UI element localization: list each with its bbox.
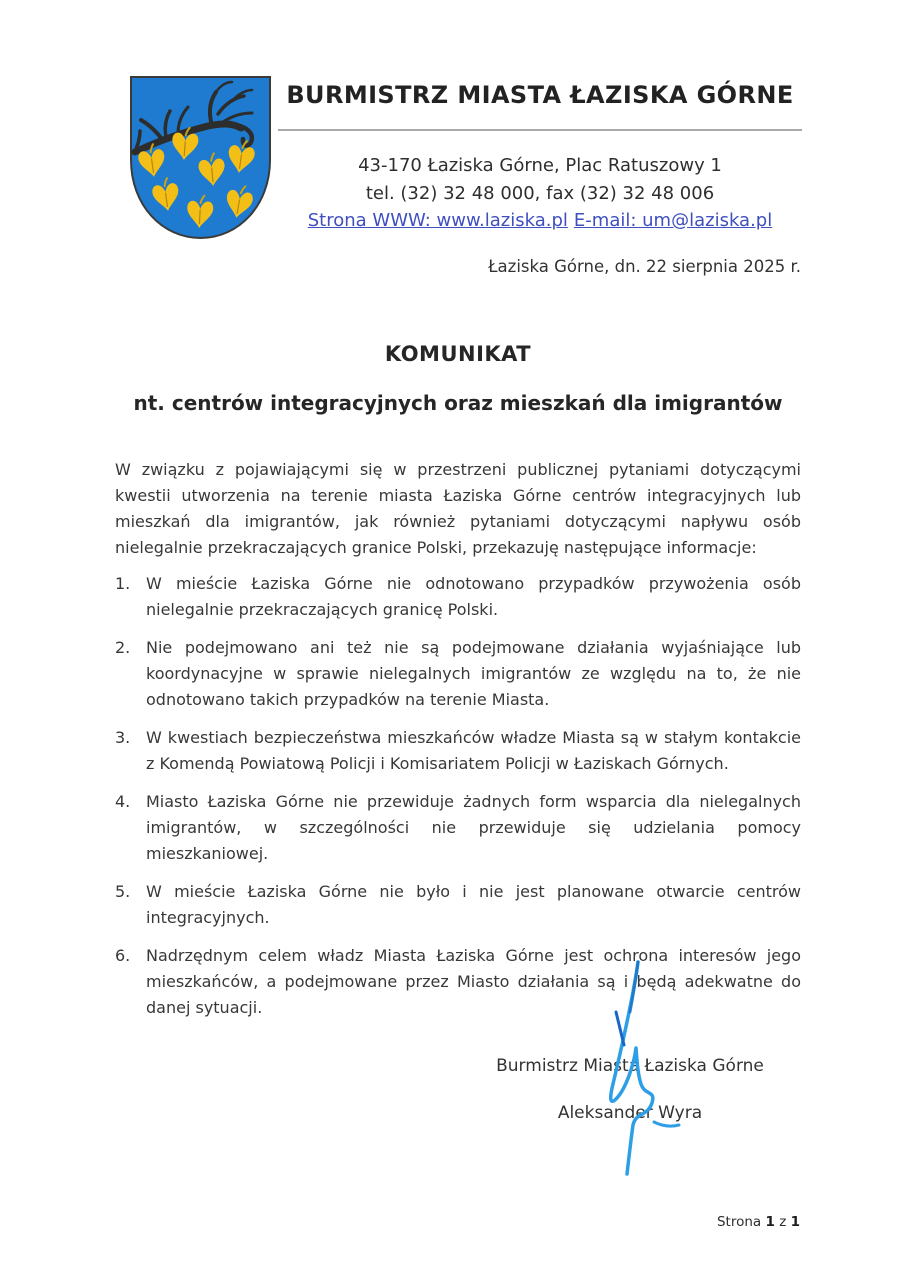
website-link[interactable]: Strona WWW: www.laziska.pl (307, 210, 568, 231)
footer-label: Strona (716, 1214, 762, 1230)
item-number: 3. (115, 728, 131, 747)
footer-of: z (779, 1214, 787, 1230)
list-item (115, 789, 801, 867)
item-text: Miasto Łaziska Górne nie przewiduje żadnych form wsparcia dla nielegalnych imigrantów, w szczególności nie przewiduje się udzielania pomocy mieszkaniowej. (146, 792, 801, 863)
sender-title: BURMISTRZ MIASTA ŁAZISKA GÓRNE (286, 81, 794, 109)
numbered-list (115, 571, 801, 1033)
intro-paragraph: W związku z pojawiającymi się w przestrzeni publicznej pytaniami dotyczącymi kwestii utworzenia na terenie miasta Łaziska Górne centrów integracyjnych lub mieszkań dla imigrantów, jak również pytaniami dotyczącymi napływu osób nielegalnie przekraczających granice Polski, przekazuję następujące informacje: (115, 460, 801, 557)
letterhead (278, 80, 802, 235)
signature-role: Burmistrz Miasta Łaziska Górne (496, 1056, 764, 1076)
list-item (115, 943, 801, 1021)
phone-fax-line: tel. (32) 32 48 000, fax (32) 32 48 006 (365, 182, 715, 204)
item-number: 5. (115, 882, 131, 901)
list-item (115, 725, 801, 777)
item-text: Nadrzędnym celem władz Miasta Łaziska Górne jest ochrona interesów jego mieszkańców, a podejmowane przez Miasto działania są i będą adekwatne do danej sytuacji. (146, 946, 801, 1017)
item-number: 2. (115, 638, 131, 657)
item-text: W mieście Łaziska Górne nie było i nie jest planowane otwarcie centrów integracyjnych. (146, 882, 801, 927)
coat-of-arms-icon (128, 74, 273, 241)
document-title: KOMUNIKAT (384, 342, 532, 366)
list-item (115, 571, 801, 623)
footer-page-info (600, 1214, 800, 1230)
list-item (115, 635, 801, 713)
item-text: Nie podejmowano ani też nie są podejmowane działania wyjaśniające lub koordynacyjne w sprawie nielegalnych imigrantów ze względu na to, że nie odnotowano takich przypadków na terenie Miasta. (146, 638, 801, 709)
place-and-date: Łaziska Górne, dn. 22 sierpnia 2025 r. (488, 257, 801, 276)
item-number: 6. (115, 946, 131, 965)
header-divider (278, 129, 802, 131)
document-subtitle: nt. centrów integracyjnych oraz mieszkań dla imigrantów (133, 391, 783, 415)
item-text: W kwestiach bezpieczeństwa mieszkańców władze Miasta są w stałym kontakcie z Komendą Powiatową Policji i Komisariatem Policji w Łaziskach Górnych. (146, 728, 801, 773)
signature-name: Aleksander Wyra (557, 1103, 703, 1123)
list-item (115, 879, 801, 931)
contact-links (278, 207, 802, 235)
address-line: 43-170 Łaziska Górne, Plac Ratuszowy 1 (358, 155, 722, 176)
item-number: 4. (115, 792, 131, 811)
footer-total-pages: 1 (790, 1214, 800, 1230)
item-number: 1. (115, 574, 131, 593)
item-text: W mieście Łaziska Górne nie odnotowano przypadków przywożenia osób nielegalnie przekraczających granicę Polski. (146, 574, 801, 619)
footer-page-number: 1 (765, 1214, 775, 1230)
email-link[interactable]: E-mail: um@laziska.pl (573, 210, 773, 231)
